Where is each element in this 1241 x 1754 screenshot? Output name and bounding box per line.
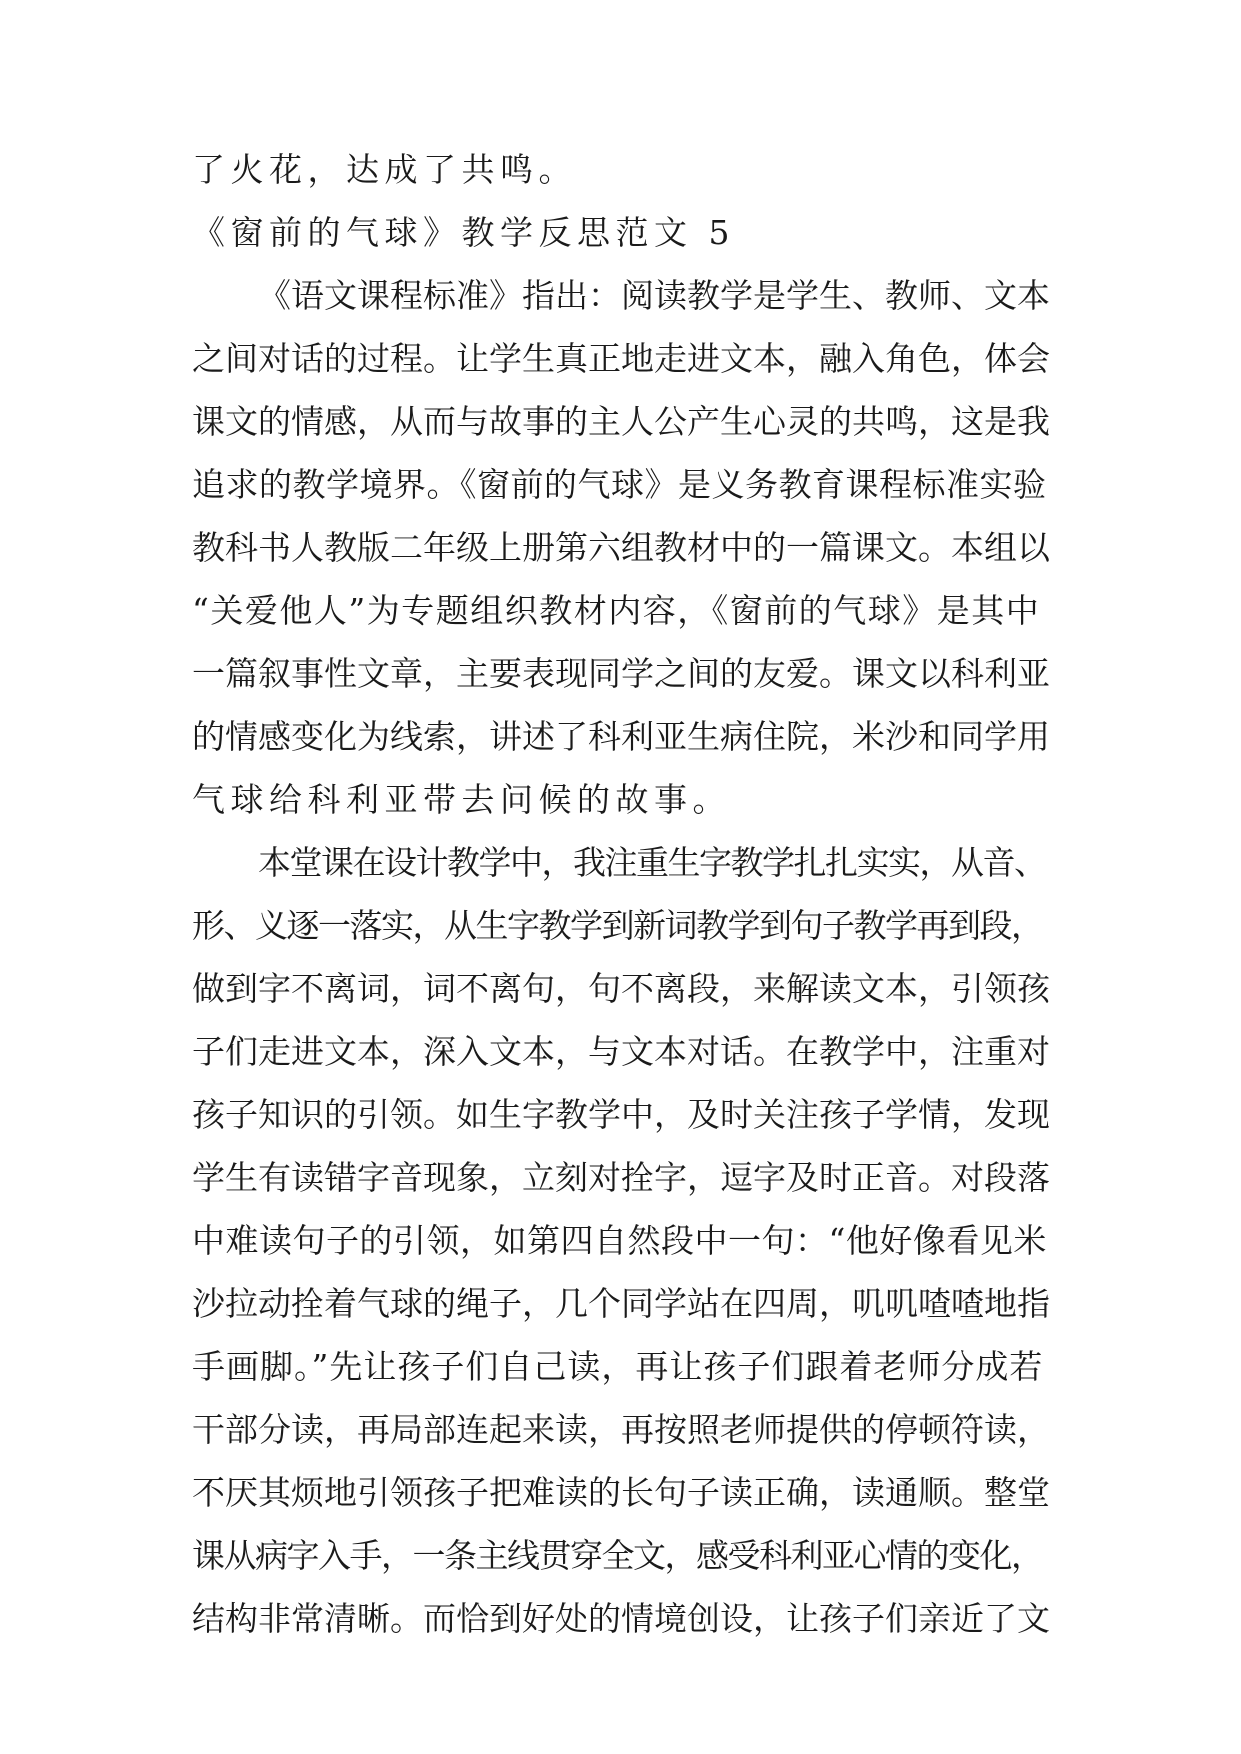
text-line: 学生有读错字音现象，立刻对拴字，逗字及时正音。对段落 bbox=[192, 1158, 1050, 1197]
text-line: 做到字不离词，词不离句，句不离段，来解读文本，引领孩 bbox=[192, 969, 1050, 1008]
text-line: 结构非常清晰。而恰到好处的情境创设，让孩子们亲近了文 bbox=[192, 1599, 1050, 1638]
text-line: 之间对话的过程。让学生真正地走进文本，融入角色，体会 bbox=[192, 339, 1050, 378]
text-line: 不厌其烦地引领孩子把难读的长句子读正确，读通顺。整堂 bbox=[192, 1473, 1050, 1512]
text-line: 形、义逐一落实，从生字教学到新词教学到句子教学再到段， bbox=[192, 906, 1043, 945]
text-line: 教科书人教版二年级上册第六组教材中的一篇课文。本组以 bbox=[192, 528, 1050, 567]
text-line: 中难读句子的引领，如第四自然段中一句：“他好像看见米 bbox=[192, 1221, 1047, 1260]
text-line: 一篇叙事性文章，主要表现同学之间的友爱。课文以科利亚 bbox=[192, 654, 1050, 693]
text-line: 手画脚。”先让孩子们自己读，再让孩子们跟着老师分成若 bbox=[192, 1347, 1044, 1386]
paragraph-first-line: 本堂课在设计教学中，我注重生字教学扎扎实实，从音、 bbox=[258, 843, 1046, 882]
text-line: 气球给科利亚带去问候的故事。 bbox=[192, 780, 731, 819]
section-heading: 《窗前的气球》教学反思范文 5 bbox=[192, 213, 735, 252]
text-line: 的情感变化为线索，讲述了科利亚生病住院，米沙和同学用 bbox=[192, 717, 1050, 756]
text-line: 子们走进文本，深入文本，与文本对话。在教学中，注重对 bbox=[192, 1032, 1050, 1071]
text-line: 追求的教学境界。《窗前的气球》是义务教育课程标准实验 bbox=[192, 465, 1047, 504]
paragraph-first-line: 《语文课程标准》指出：阅读教学是学生、教师、文本 bbox=[258, 276, 1050, 315]
text-line: 孩子知识的引领。如生字教学中，及时关注孩子学情，发现 bbox=[192, 1095, 1050, 1134]
text-line: 干部分读，再局部连起来读，再按照老师提供的停顿符读， bbox=[192, 1410, 1050, 1449]
text-line: 沙拉动拴着气球的绳子，几个同学站在四周，叽叽喳喳地指 bbox=[192, 1284, 1050, 1323]
text-line: 课从病字入手，一条主线贯穿全文，感受科利亚心情的变化， bbox=[192, 1536, 1043, 1575]
text-line: “关爱他人”为专题组织教材内容，《窗前的气球》是其中 bbox=[192, 591, 1041, 630]
text-line: 了火花，达成了共鸣。 bbox=[192, 150, 577, 189]
text-line: 课文的情感，从而与故事的主人公产生心灵的共鸣，这是我 bbox=[192, 402, 1050, 441]
